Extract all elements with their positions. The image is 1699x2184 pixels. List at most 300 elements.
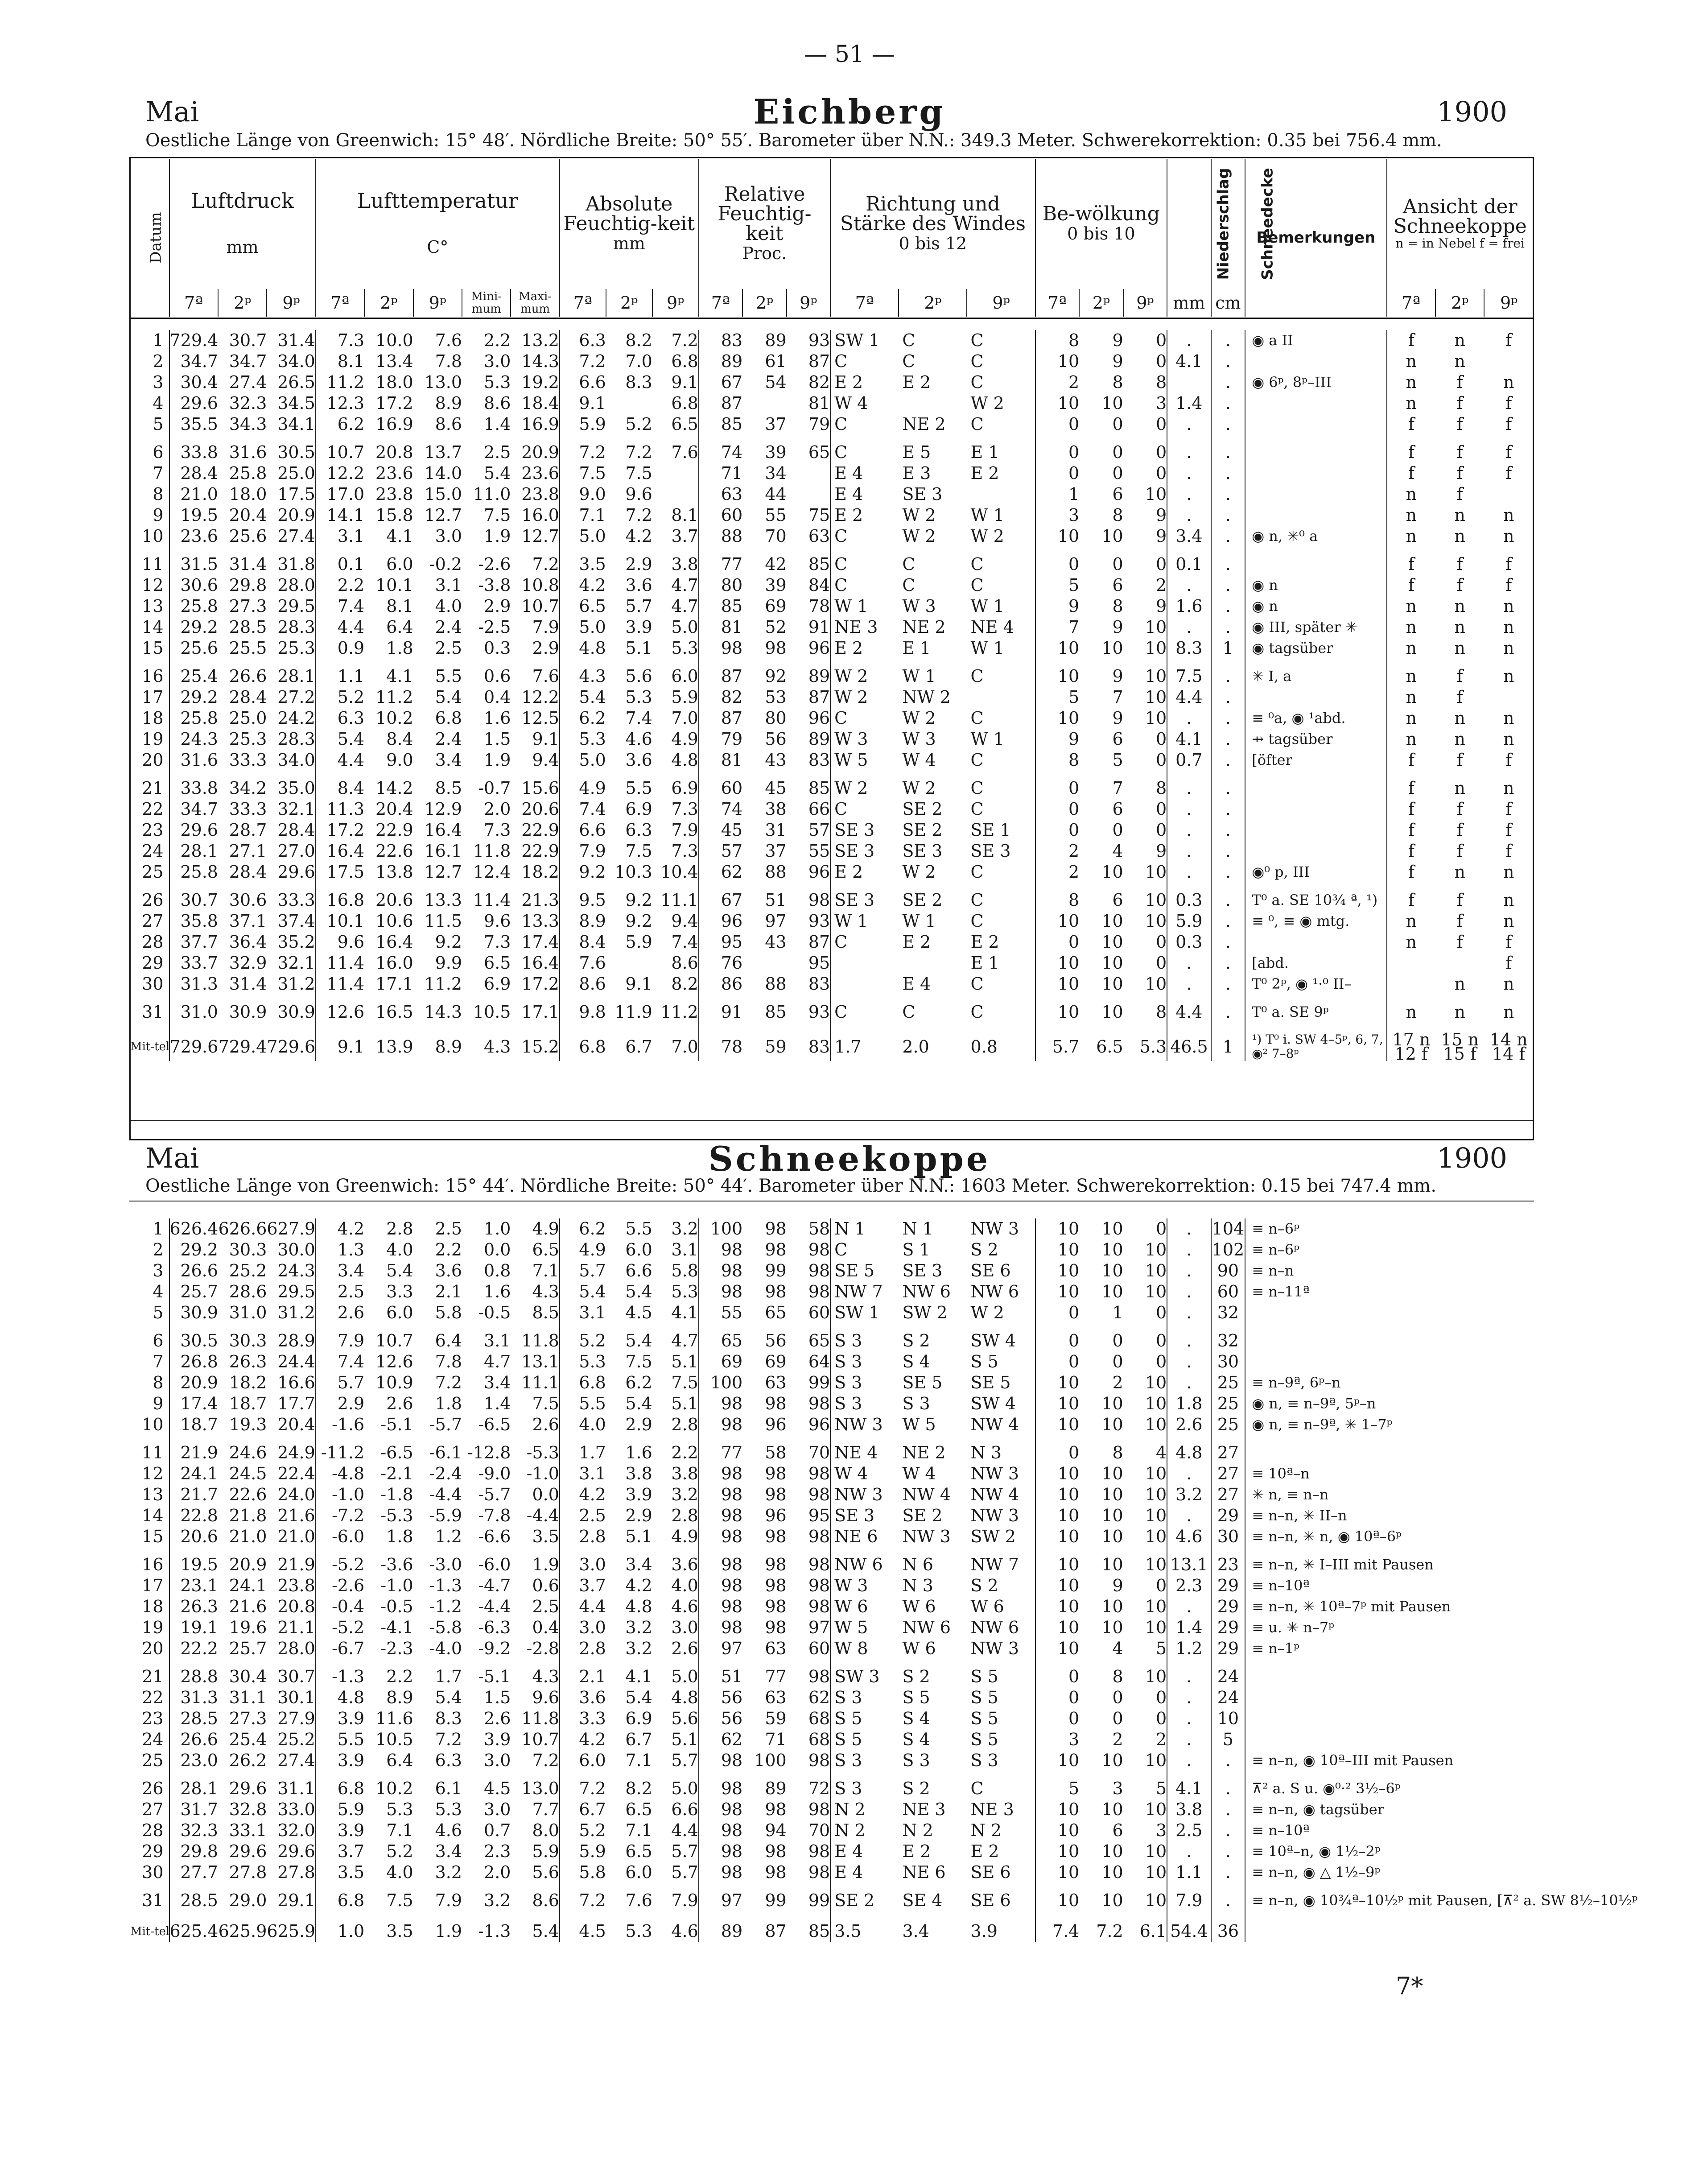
unit-mm: mm	[226, 237, 259, 257]
table-cell: 100	[754, 1751, 787, 1770]
table-cell	[1245, 1911, 1533, 1942]
table-cell: f	[1408, 890, 1414, 910]
hdr-cm: cm	[1211, 289, 1245, 317]
table-cell: 30.5	[267, 435, 315, 463]
table-cell: 81	[721, 617, 743, 637]
table-cell: 30	[1211, 1351, 1245, 1372]
table-cell: C	[834, 442, 848, 462]
table-cell: f	[1408, 862, 1414, 882]
table-cell: 10.7	[326, 442, 365, 462]
table-cell: SE 5	[902, 1373, 943, 1392]
table-cell: E 2	[967, 932, 1035, 953]
table-cell: 21.0	[229, 1527, 267, 1546]
table-cell: SE 2	[902, 799, 943, 819]
table-row	[130, 484, 1533, 505]
table-cell: 626.4	[169, 1219, 219, 1239]
table-cell	[606, 393, 652, 414]
table-cell: 4.8	[652, 750, 699, 771]
table-cell: 2.2	[652, 1435, 699, 1463]
table-cell: .	[1167, 1505, 1211, 1526]
table-cell: 31.4	[229, 554, 267, 574]
table-cell: 22	[130, 1687, 169, 1708]
table-cell: 20.9	[511, 435, 559, 463]
table-cell: 9	[130, 1393, 169, 1414]
table-cell: 98	[787, 1596, 830, 1617]
table-cell: C	[834, 526, 848, 546]
table-cell	[1245, 414, 1386, 435]
table-cell: 8	[1112, 1443, 1123, 1462]
table-cell: .	[1167, 1729, 1211, 1750]
hdr-bew-7a: 7ª	[1035, 289, 1079, 317]
table-cell: 60	[721, 778, 743, 798]
table-row	[130, 687, 1533, 708]
table-cell: W 1	[834, 911, 868, 931]
table-cell: NW 3	[967, 1463, 1035, 1484]
table-cell: 10	[1123, 1239, 1167, 1260]
table-cell: 7.9	[337, 1331, 365, 1350]
table-row	[130, 596, 1533, 617]
table-cell: 98	[721, 1555, 743, 1574]
table-cell: f	[1456, 911, 1463, 931]
table-cell	[1387, 953, 1435, 974]
table-cell: n	[1503, 911, 1514, 931]
table-cell: -5.3	[511, 1435, 559, 1463]
table-cell: 6.5	[625, 1800, 652, 1819]
table-cell: 57	[721, 841, 743, 861]
table-cell: 34.7	[180, 351, 218, 371]
table-cell: C	[834, 932, 848, 952]
table-cell: 8.6	[435, 414, 462, 434]
table-cell: .	[1167, 953, 1211, 974]
table-cell: 4.8	[652, 1687, 699, 1708]
table-cell: 10	[1057, 1464, 1080, 1483]
table-cell: 5.7	[579, 1261, 606, 1280]
table-cell: 39	[765, 575, 787, 595]
table-cell: .	[1167, 617, 1211, 638]
table-cell: 10	[1123, 1883, 1167, 1911]
table-cell: ≡ n–n	[1252, 1262, 1294, 1279]
table-cell: 6.7	[579, 1800, 606, 1819]
table-cell: 12	[130, 1463, 169, 1484]
table-cell: .	[1211, 883, 1245, 911]
table-cell: 2.8	[386, 1219, 413, 1239]
table-cell: 0	[1123, 414, 1167, 435]
table-cell: 87	[787, 687, 830, 708]
table-cell: 14.0	[424, 463, 462, 483]
table-cell	[787, 484, 830, 505]
table-cell: [öfter	[1245, 750, 1386, 771]
table-cell: 10	[1123, 1750, 1167, 1771]
table-cell: 0	[1068, 799, 1080, 819]
table-row	[130, 330, 1533, 351]
table-cell: 62	[721, 1730, 743, 1749]
table-cell: -7.2	[331, 1506, 365, 1525]
table-cell: 5	[1068, 1779, 1080, 1798]
table-cell: -4.4	[429, 1485, 462, 1504]
table-cell: 19	[130, 1617, 169, 1638]
table-cell: 98	[721, 1597, 743, 1616]
table-cell: 7.2	[579, 1779, 606, 1798]
table-cell: 16	[130, 1547, 169, 1575]
table-cell: .	[1211, 974, 1245, 995]
table-cell: 1.4	[1167, 1617, 1211, 1638]
table-cell: 27.3	[229, 596, 267, 616]
table-cell: 10	[1057, 1394, 1080, 1413]
table-cell: 0	[1112, 554, 1123, 574]
table-cell: 98	[765, 638, 787, 658]
table-cell: 95	[787, 1505, 830, 1526]
table-cell: 7.8	[435, 351, 462, 371]
table-cell: 12.9	[424, 799, 462, 819]
table-cell: 0	[1068, 1443, 1080, 1462]
table-cell: ≡ n–9ª, 6ᵖ–n	[1252, 1374, 1341, 1391]
table-cell: 31.3	[180, 1688, 218, 1707]
table-cell: 8.5	[435, 778, 462, 798]
table-cell: 6	[130, 435, 169, 463]
table-cell: ≡ n–n, ✳ n, ◉ 10ª–6ᵖ	[1252, 1528, 1402, 1545]
table-cell: ◉ a II	[1245, 330, 1386, 351]
table-cell: 20.9	[180, 1373, 218, 1392]
table-cell: 0	[1068, 1352, 1080, 1371]
table-cell: 10.0	[375, 330, 413, 350]
table-cell: 29	[130, 953, 169, 974]
table-row	[130, 1526, 1533, 1547]
table-cell: 10	[1057, 953, 1080, 973]
table-row	[130, 932, 1533, 953]
table-cell: 0	[1112, 463, 1123, 483]
table-cell: 6	[1112, 484, 1123, 504]
table-cell: 11.4	[473, 890, 511, 910]
table-cell: ≡ n–1ᵖ	[1252, 1640, 1299, 1657]
table-cell: 81	[721, 750, 743, 770]
table-cell: n	[1406, 666, 1417, 686]
table-cell: 9	[1068, 729, 1080, 749]
table-cell: 6.1	[435, 1779, 462, 1798]
table-cell: S 4	[902, 1730, 930, 1749]
table-cell: 25.6	[229, 526, 267, 546]
table-cell: 5	[130, 414, 169, 435]
unit-celsius: C°	[427, 237, 449, 257]
table-cell: W 6	[902, 1639, 936, 1658]
table-cell: 10	[1057, 393, 1080, 413]
table-cell: n	[1406, 729, 1417, 749]
table-cell: 7.5	[579, 463, 606, 483]
table-cell: 29.6	[180, 820, 218, 840]
table-cell: 96	[787, 708, 830, 729]
table-cell: 24.3	[267, 1260, 315, 1281]
table-cell: 10.5	[375, 1730, 413, 1749]
table-cell: 2.6	[386, 1394, 413, 1413]
table-cell: 6.6	[652, 1799, 699, 1820]
table-cell: f	[1408, 463, 1414, 483]
table-cell: E 4	[834, 1841, 863, 1861]
table-cell: NW 3	[902, 1527, 951, 1546]
table-cell: 1.6	[625, 1443, 652, 1462]
table-cell: 4.1	[1167, 729, 1211, 750]
table-cell: -4.1	[380, 1618, 413, 1637]
table-cell: 58	[765, 1443, 787, 1462]
table-cell: 27.9	[267, 1708, 315, 1729]
table-cell: S 5	[967, 1729, 1035, 1750]
table-cell: 7.4	[579, 799, 606, 819]
table-cell: E 2	[834, 862, 863, 882]
table-cell: ≡ n–n, ◉ 10ª–III mit Pausen	[1252, 1752, 1454, 1769]
table-cell: 34.2	[229, 778, 267, 798]
table-cell: C	[834, 554, 848, 574]
table-row	[130, 771, 1533, 799]
table-cell: 4.2	[579, 1730, 606, 1749]
table-cell: 0	[1112, 820, 1123, 840]
table-cell: n	[1406, 505, 1417, 525]
hdr-maximum: Maxi-mum	[511, 289, 559, 317]
table-cell: 8	[1112, 505, 1123, 525]
table-cell: 5.5	[579, 1394, 606, 1413]
table-cell: E 4	[834, 1862, 863, 1882]
table-cell: 29.8	[229, 575, 267, 595]
table-cell: 98	[765, 1800, 787, 1819]
table-cell: 37	[765, 414, 787, 434]
table-cell: .	[1211, 799, 1245, 820]
table-cell: 8	[1068, 330, 1080, 350]
table-cell: N 1	[834, 1219, 866, 1239]
hdr-abs-2p: 2ᵖ	[606, 289, 652, 317]
table-cell: ⊼² a. S u. ◉⁰·² 3½–6ᵖ	[1252, 1780, 1401, 1797]
table-cell: 7.4	[1052, 1921, 1080, 1941]
table-cell: 96	[787, 638, 830, 659]
table-cell: 4.6	[435, 1821, 462, 1840]
table-cell: C	[967, 883, 1035, 911]
table-cell: .	[1211, 1771, 1245, 1799]
table-cell: 17.0	[326, 484, 365, 504]
table-cell: 98	[787, 1750, 830, 1771]
table-cell: n	[1503, 617, 1514, 637]
table-cell: 2.6	[1167, 1414, 1211, 1435]
table-cell: 31	[765, 820, 787, 840]
table-cell: NW 6	[902, 1282, 951, 1301]
table-cell: 98	[765, 1219, 787, 1239]
table-cell: 2.8	[579, 1639, 606, 1658]
table-cell: n	[1406, 1002, 1417, 1022]
table-cell: 99	[787, 1883, 830, 1911]
table-cell: 10	[1057, 1261, 1080, 1280]
table-cell: n	[1503, 890, 1514, 910]
table-cell: 65	[765, 1303, 787, 1322]
col-schneedecke: Schneedecke	[1258, 168, 1277, 280]
table-cell: f	[1456, 484, 1463, 504]
table-cell: 12.2	[511, 687, 559, 708]
table-cell: 6.5	[652, 414, 699, 435]
table-cell: 5.3	[484, 372, 511, 392]
table-cell: 10	[1057, 1506, 1080, 1525]
table-cell: 30.7	[180, 890, 218, 910]
page-number: — 51 —	[804, 41, 895, 68]
table-cell: 31.0	[180, 1002, 218, 1022]
table-cell: f	[1505, 750, 1512, 770]
table-cell: 16.4	[326, 841, 365, 861]
table-cell: 0	[1068, 778, 1080, 798]
table-cell: 31.2	[267, 974, 315, 995]
table-cell: 6	[1112, 729, 1123, 749]
table-cell: 5.8	[652, 1260, 699, 1281]
table-cell: 27.4	[267, 526, 315, 547]
table-cell: 7.5	[625, 1352, 652, 1371]
table-cell: 1	[1112, 1303, 1123, 1322]
table-cell: 30.4	[180, 372, 218, 392]
table-cell: 5.6	[652, 1708, 699, 1729]
table-cell: 4.9	[511, 1218, 559, 1239]
table-cell: 3.9	[337, 1709, 365, 1728]
table-cell: 3.2	[625, 1618, 652, 1637]
table-cell: 2.1	[435, 1282, 462, 1301]
table-cell: 5.7	[652, 1862, 699, 1883]
table-cell: 4.2	[579, 575, 606, 595]
table-cell: 3.5	[579, 554, 606, 574]
table-cell: E 3	[902, 463, 931, 483]
table-cell: n	[1454, 708, 1465, 728]
table-cell: 9.6	[484, 911, 511, 931]
table-cell: 24.5	[229, 1464, 267, 1483]
table-cell: 8.2	[652, 974, 699, 995]
table-cell: 3.5	[834, 1921, 862, 1941]
table-cell: S 3	[834, 1352, 862, 1371]
table-cell: 6.1	[1123, 1911, 1167, 1942]
table-cell: 7.6	[625, 1891, 652, 1910]
table-cell: 58	[787, 1218, 830, 1239]
table-cell: E 2	[834, 372, 863, 392]
table-cell: S 1	[902, 1240, 930, 1259]
table-cell: -1.2	[429, 1597, 462, 1616]
table-cell: 28.3	[267, 617, 315, 638]
table-cell: C	[902, 1002, 915, 1022]
table-row	[130, 729, 1533, 750]
table-cell: 7.2	[1096, 1921, 1123, 1941]
table-cell: 6.6	[579, 820, 606, 840]
table-cell: 4.1	[386, 526, 413, 546]
table-cell: 626.6	[218, 1219, 267, 1239]
table-row	[130, 841, 1533, 862]
table-cell: 1.6	[484, 1282, 511, 1301]
table-cell: 4.1	[386, 666, 413, 686]
table-cell: 5.2	[337, 687, 365, 707]
table-cell: 30.9	[267, 995, 315, 1023]
table-cell: S 5	[967, 1659, 1035, 1687]
table-cell: 25.7	[229, 1639, 267, 1658]
table-cell: 24.1	[229, 1576, 267, 1595]
table-cell: 32.8	[229, 1800, 267, 1819]
table-cell: 4.0	[652, 1575, 699, 1596]
table-cell: 37	[765, 841, 787, 861]
table-cell: 60	[721, 505, 743, 525]
table-cell: 25	[1211, 1372, 1245, 1393]
table-cell: 7.4	[337, 596, 365, 616]
table-cell: 9.6	[625, 484, 652, 504]
table-cell: 9	[1112, 1576, 1123, 1595]
table-cell: 96	[765, 1506, 787, 1525]
table-cell: 1.7	[579, 1443, 606, 1462]
table-cell: 35.0	[267, 771, 315, 799]
table-cell: 25	[130, 1750, 169, 1771]
eichberg-coordinates: Oestliche Länge von Greenwich: 15° 48′. Nördliche Breite: 50° 55′. Barometer über N.N.: 349.3 Meter. Schwerekorrektion: 0.35 bei 756.4 mm.	[145, 130, 1442, 151]
table-cell: f	[1505, 820, 1512, 840]
table-cell: E 2	[902, 372, 931, 392]
table-cell: 10	[1123, 1281, 1167, 1302]
table-cell: f	[1505, 932, 1512, 952]
table-cell: 82	[721, 687, 743, 707]
table-cell: 28.1	[267, 659, 315, 687]
table-cell: 52	[765, 617, 787, 637]
table-cell: 1.4	[1167, 393, 1211, 414]
table-cell: 6.8	[652, 351, 699, 372]
table-cell: .	[1167, 330, 1211, 351]
table-cell: 13.3	[511, 911, 559, 932]
table-cell: S 3	[834, 1394, 862, 1413]
table-cell: .	[1211, 1883, 1245, 1911]
table-cell: 31.6	[180, 750, 218, 770]
table-cell: ≡ ⁰, ≡ ◉ mtg.	[1245, 911, 1386, 932]
table-cell: 3.9	[337, 1821, 365, 1840]
table-cell: 8	[1112, 372, 1123, 392]
table-cell: 3.5	[511, 1526, 559, 1547]
table-row	[130, 414, 1533, 435]
table-cell: 7.0	[652, 1023, 699, 1061]
table-cell: 83	[787, 1023, 830, 1061]
table-cell: n	[1503, 666, 1514, 686]
table-cell: 3.9	[625, 617, 652, 637]
table-cell: 5.4	[337, 729, 365, 749]
table-cell: -6.6	[478, 1527, 511, 1546]
table-cell: 4	[130, 1281, 169, 1302]
table-cell: n	[1503, 1002, 1514, 1022]
table-cell: 63	[765, 1373, 787, 1392]
table-cell: 21.6	[267, 1505, 315, 1526]
table-cell: 15.0	[424, 484, 462, 504]
table-row	[130, 1435, 1533, 1463]
eichberg-data-table	[130, 330, 1533, 1064]
table-cell: 44	[765, 484, 787, 504]
table-cell: N 2	[967, 1820, 1035, 1841]
table-cell: 90	[1211, 1260, 1245, 1281]
table-cell: .	[1211, 1799, 1245, 1820]
table-cell: 7.2	[511, 547, 559, 575]
eichberg-header	[130, 159, 1533, 317]
hdr-temp-2p: 2ᵖ	[364, 289, 413, 317]
table-cell: .	[1211, 547, 1245, 575]
table-cell: 23.8	[375, 484, 413, 504]
table-row	[130, 995, 1533, 1023]
table-cell: 4.1	[625, 1667, 652, 1686]
table-cell: 23	[130, 820, 169, 841]
table-cell: 70	[765, 526, 787, 546]
table-cell: 27.1	[229, 841, 267, 861]
table-cell: NW 3	[834, 1485, 883, 1504]
table-cell: 3.6	[625, 575, 652, 595]
table-cell: 88	[721, 526, 743, 546]
table-cell: 11.5	[424, 911, 462, 931]
table-cell: 98	[765, 1597, 787, 1616]
table-cell: f	[1456, 687, 1463, 707]
table-cell: .	[1167, 1659, 1211, 1687]
table-cell: .	[1167, 1841, 1211, 1862]
table-cell: 98	[765, 1618, 787, 1637]
schneekoppe-year: 1900	[1437, 1142, 1507, 1174]
table-cell: S 2	[902, 1779, 930, 1798]
table-cell: .	[1211, 771, 1245, 799]
table-cell: 19.5	[180, 505, 218, 525]
table-cell: 2.9	[625, 1415, 652, 1434]
table-cell: 27.8	[229, 1862, 267, 1882]
table-cell: 15	[130, 638, 169, 659]
table-cell: 26.2	[229, 1751, 267, 1770]
